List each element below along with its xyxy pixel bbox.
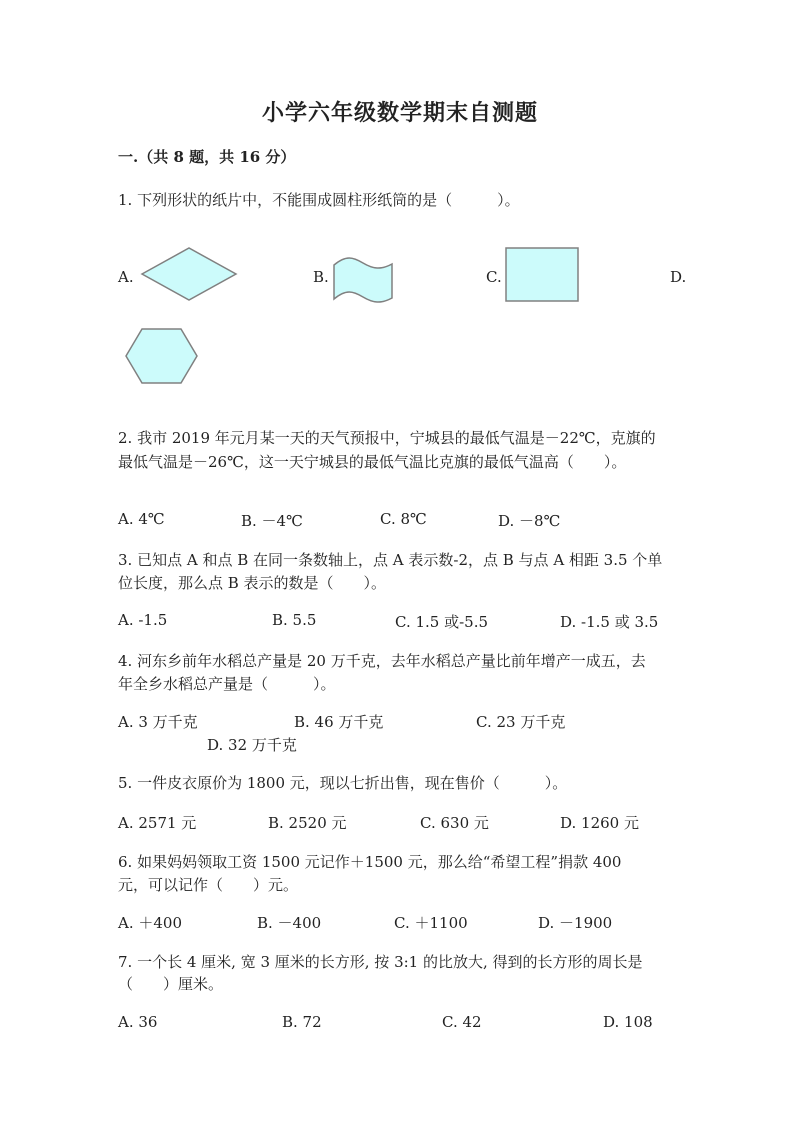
q4-option-d[interactable]: D. 32 万千克	[207, 736, 297, 754]
q1-option-b[interactable]: B.	[313, 268, 329, 286]
q2-option-d[interactable]: D. －8℃	[498, 512, 561, 530]
q5-option-c[interactable]: C. 630 元	[420, 814, 489, 832]
q4-option-c[interactable]: C. 23 万千克	[476, 713, 566, 731]
q3-option-b[interactable]: B. 5.5	[272, 611, 317, 629]
section-heading: 一.（共 8 题，共 16 分）	[118, 148, 296, 166]
question-7-line-2: （ ）厘米。	[118, 975, 224, 993]
q6-option-a[interactable]: A. ＋400	[118, 914, 182, 932]
q5-option-d[interactable]: D. 1260 元	[560, 814, 639, 832]
q3-option-d[interactable]: D. -1.5 或 3.5	[560, 613, 659, 631]
question-3-line-1: 3. 已知点 A 和点 B 在同一条数轴上，点 A 表示数-2，点 B 与点 A 相距 3.5 个单	[118, 551, 663, 569]
question-4-line-1: 4. 河东乡前年水稻总产量是 20 万千克，去年水稻总产量比前年增产一成五，去	[118, 652, 646, 670]
q6-option-b[interactable]: B. －400	[257, 914, 322, 932]
rectangle-shape	[505, 247, 579, 302]
wavy-flag-shape	[331, 258, 395, 308]
question-6-line-1: 6. 如果妈妈领取工资 1500 元记作＋1500 元，那么给“希望工程”捐款 400	[118, 853, 622, 871]
q2-option-c[interactable]: C. 8℃	[380, 510, 427, 528]
rhombus-shape	[140, 246, 238, 302]
page-title: 小学六年级数学期末自测题	[261, 100, 538, 126]
q3-option-a[interactable]: A. -1.5	[118, 611, 168, 629]
q5-option-b[interactable]: B. 2520 元	[268, 814, 347, 832]
q7-option-a[interactable]: A. 36	[118, 1013, 158, 1031]
q7-option-b[interactable]: B. 72	[282, 1013, 322, 1031]
question-1-text: 1. 下列形状的纸片中，不能围成圆柱形纸筒的是（ ）。	[118, 191, 520, 209]
q6-option-c[interactable]: C. ＋1100	[394, 914, 468, 932]
question-3-line-2: 位长度，那么点 B 表示的数是（ ）。	[118, 574, 387, 592]
q1-option-a[interactable]: A.	[118, 268, 134, 286]
q5-option-a[interactable]: A. 2571 元	[118, 814, 197, 832]
q7-option-d[interactable]: D. 108	[603, 1013, 653, 1031]
question-7-line-1: 7. 一个长 4 厘米, 宽 3 厘米的长方形, 按 3:1 的比放大, 得到的长方形的周长是	[118, 953, 643, 971]
q3-option-c[interactable]: C. 1.5 或-5.5	[395, 613, 489, 631]
q1-option-d[interactable]: D.	[670, 268, 687, 286]
q1-option-c[interactable]: C.	[486, 268, 502, 286]
q2-option-a[interactable]: A. 4℃	[118, 510, 165, 528]
q2-option-b[interactable]: B. －4℃	[241, 512, 303, 530]
q4-option-a[interactable]: A. 3 万千克	[118, 713, 198, 731]
q7-option-c[interactable]: C. 42	[442, 1013, 482, 1031]
q6-option-d[interactable]: D. －1900	[538, 914, 613, 932]
question-6-line-2: 元，可以记作（ ）元。	[118, 876, 299, 894]
hexagon-shape	[124, 327, 199, 385]
question-2-line-2: 最低气温是－26℃，这一天宁城县的最低气温比克旗的最低气温高（ ）。	[118, 453, 627, 471]
question-4-line-2: 年全乡水稻总产量是（ ）。	[118, 675, 336, 693]
q4-option-b[interactable]: B. 46 万千克	[294, 713, 384, 731]
question-2-line-1: 2. 我市 2019 年元月某一天的天气预报中，宁城县的最低气温是－22℃，克旗的	[118, 429, 656, 447]
question-5-text: 5. 一件皮衣原价为 1800 元，现以七折出售，现在售价（ ）。	[118, 774, 568, 792]
